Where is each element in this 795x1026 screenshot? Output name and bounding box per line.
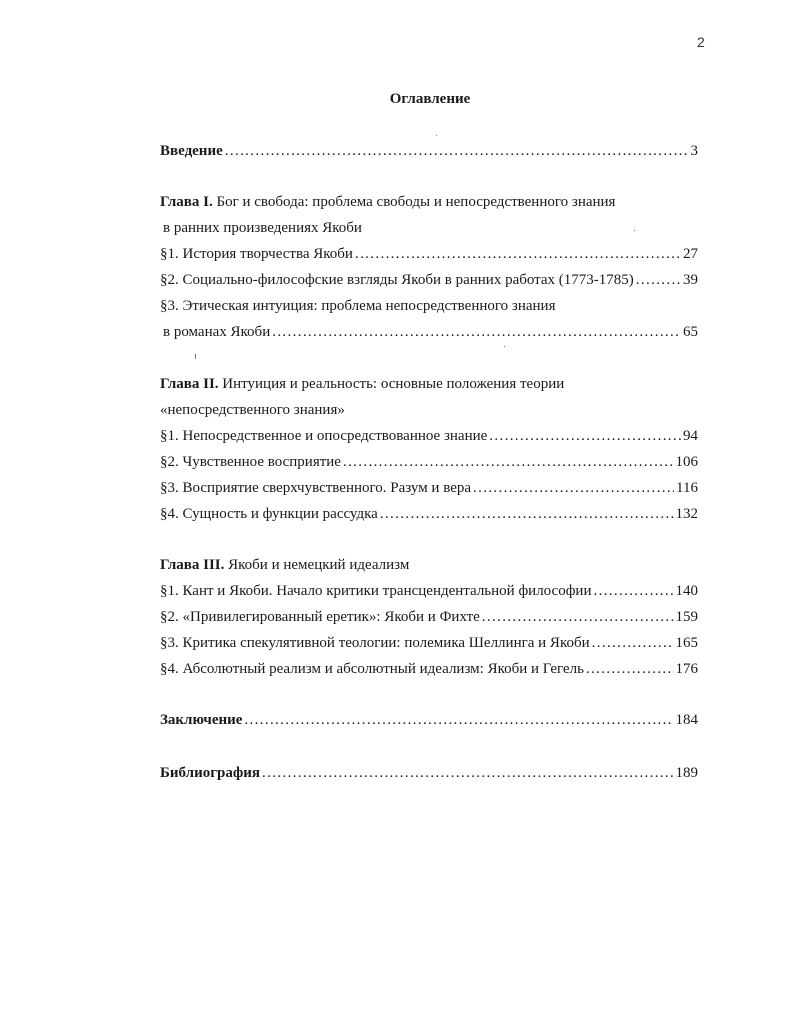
dot-leader — [473, 478, 674, 498]
toc-entry-ch3-s1[interactable] — [160, 581, 698, 601]
toc-entry-page: 39 — [683, 272, 698, 288]
dot-leader — [592, 633, 674, 653]
dot-leader — [489, 426, 681, 446]
chapter-2-title-cont: «непосредственного знания» — [160, 402, 345, 418]
toc-entry-ch3-s4[interactable] — [160, 659, 698, 679]
dot-leader — [272, 322, 681, 342]
toc-entry-page: 184 — [675, 712, 698, 728]
chapter-1-title: Бог и свобода: проблема свободы и непосредственного знания — [212, 194, 616, 210]
toc-entry-ch3-s2[interactable] — [160, 607, 698, 627]
toc-entry-page: 116 — [676, 480, 698, 496]
toc-entry-page: 94 — [683, 428, 698, 444]
toc-entry-page: 189 — [675, 765, 698, 781]
toc-entry-ch2-s2[interactable] — [160, 452, 698, 472]
chapter-1-prefix: Глава I. — [160, 194, 213, 210]
chapter-2-prefix: Глава II. — [160, 376, 219, 392]
dot-leader — [586, 659, 674, 679]
scan-speck — [634, 230, 635, 231]
toc-entry-label: §2. «Привилегированный еретик»: Якоби и Фихте — [160, 609, 480, 625]
toc-entry-conclusion[interactable] — [160, 710, 698, 730]
toc-entry-ch3-s3[interactable] — [160, 633, 698, 653]
toc-entry-intro[interactable] — [160, 141, 698, 161]
dot-leader — [355, 244, 681, 264]
dot-leader — [262, 763, 673, 783]
toc-entry-label: §4. Абсолютный реализм и абсолютный идеализм: Якоби и Гегель — [160, 661, 584, 677]
dot-leader — [636, 270, 681, 290]
toc-entry-ch1-s3-label: §3. Этическая интуиция: проблема непосредственного знания — [160, 298, 556, 314]
toc-entry-page: 159 — [675, 609, 698, 625]
chapter-2-heading — [160, 374, 564, 394]
toc-entry-page: 140 — [675, 583, 698, 599]
toc-entry-ch1-s2[interactable] — [160, 270, 698, 290]
chapter-2-title: Интуиция и реальность: основные положения теории — [218, 376, 565, 392]
toc-entry-ch1-s3[interactable] — [163, 322, 698, 342]
chapter-1-heading — [160, 192, 615, 212]
toc-entry-page: 3 — [690, 143, 698, 159]
toc-entry-page: 65 — [683, 324, 698, 340]
dot-leader — [343, 452, 674, 472]
chapter-3-prefix: Глава III. — [160, 557, 225, 573]
dot-leader — [594, 581, 674, 601]
dot-leader — [482, 607, 674, 627]
scan-speck — [504, 346, 505, 347]
toc-entry-ch2-s4[interactable] — [160, 504, 698, 524]
toc-entry-ch1-s1[interactable] — [160, 244, 698, 264]
toc-entry-label: Библиография — [160, 765, 261, 781]
toc-entry-label: §3. Восприятие сверхчувственного. Разум и вера — [160, 480, 472, 496]
toc-entry-ch2-s3[interactable] — [160, 478, 698, 498]
toc-entry-page: 27 — [683, 246, 698, 262]
toc-entry-label: §3. Критика спекулятивной теологии: полемика Шеллинга и Якоби — [160, 635, 590, 651]
dot-leader — [225, 141, 689, 161]
toc-entry-label: §1. История творчества Якоби — [160, 246, 353, 262]
scan-speck — [195, 354, 196, 359]
toc-entry-label: Заключение — [160, 712, 243, 728]
toc-entry-ch2-s1[interactable] — [160, 426, 698, 446]
chapter-1-title-cont: в ранних произведениях Якоби — [163, 220, 362, 236]
toc-entry-label: в романах Якоби — [163, 324, 271, 340]
toc-entry-label: §1. Кант и Якоби. Начало критики трансцендентальной философии — [160, 583, 592, 599]
toc-entry-page: 176 — [675, 661, 698, 677]
toc-entry-label: Введение — [160, 143, 223, 159]
dot-leader — [244, 710, 673, 730]
toc-entry-bibliography[interactable] — [160, 763, 698, 783]
toc-entry-page: 132 — [675, 506, 698, 522]
toc-entry-label: §4. Сущность и функции рассудка — [160, 506, 378, 522]
chapter-3-heading — [160, 555, 409, 575]
scan-speck — [436, 135, 437, 136]
dot-leader — [380, 504, 674, 524]
toc-entry-page: 165 — [675, 635, 698, 651]
chapter-3-title: Якоби и немецкий идеализм — [224, 557, 410, 573]
toc-entry-page: 106 — [675, 454, 698, 470]
toc-entry-label: §2. Чувственное восприятие — [160, 454, 341, 470]
toc-entry-label: §1. Непосредственное и опосредствованное знание — [160, 428, 488, 444]
toc-entry-label: §2. Социально-философские взгляды Якоби в ранних работах (1773-1785) — [160, 272, 634, 288]
toc-title: Оглавление — [389, 91, 471, 107]
page-number: 2 — [697, 34, 705, 50]
